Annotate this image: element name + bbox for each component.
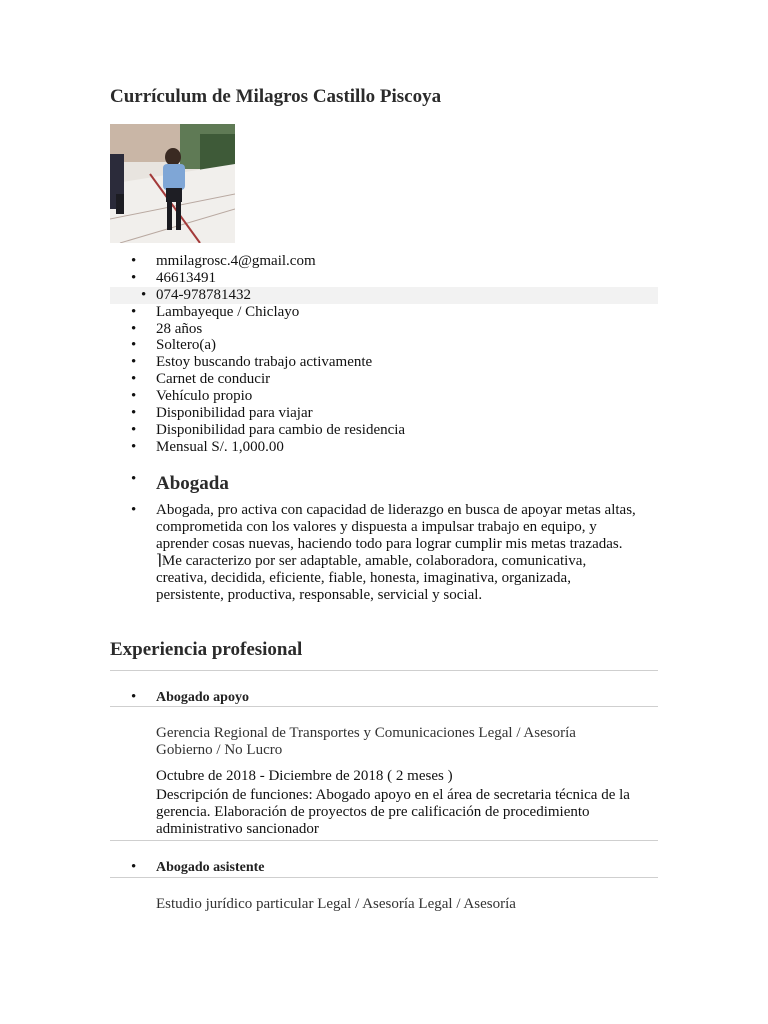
job-title: Abogado apoyo	[156, 690, 249, 705]
divider	[110, 840, 658, 841]
profile-photo	[110, 124, 235, 243]
job-company: Estudio jurídico particular Legal / Asesoría Legal / Asesoría	[156, 896, 516, 912]
list-item-job-search: • Estoy buscando trabajo activamente	[110, 354, 658, 371]
bullet-marker: •	[131, 471, 137, 487]
job-description: Descripción de funciones: Abogado apoyo en el área de secretaria técnica de la gerencia. Elaboración de proyectos de pre calificación de procedimiento administrativo sancionador	[156, 787, 630, 837]
contact-info-list	[110, 253, 658, 456]
list-item-salary: • Mensual S/. 1,000.00	[110, 439, 658, 456]
experience-heading: Experiencia profesional	[110, 639, 303, 660]
divider	[110, 877, 658, 878]
job-dates: Octubre de 2018 - Diciembre de 2018 ( 2 meses )	[156, 768, 453, 784]
list-item-email: • mmilagrosc.4@gmail.com	[110, 253, 658, 270]
list-item-age: • 28 años	[110, 321, 658, 338]
page-title: Currículum de Milagros Castillo Piscoya	[110, 86, 442, 107]
job-company: Gerencia Regional de Transportes y Comunicaciones Legal / Asesoría Gobierno / No Lucro	[156, 725, 576, 758]
list-item-vehicle: • Vehículo propio	[110, 388, 658, 405]
list-item-location: • Lambayeque / Chiclayo	[110, 304, 658, 321]
summary-section	[110, 502, 658, 604]
bullet-marker: •	[131, 502, 137, 518]
list-item-license: • Carnet de conducir	[110, 371, 658, 388]
list-item-travel: • Disponibilidad para viajar	[110, 405, 658, 422]
bullet-marker: •	[131, 689, 137, 705]
divider	[110, 670, 658, 671]
bullet-marker: •	[131, 859, 137, 875]
job-title: Abogado asistente	[156, 860, 265, 875]
list-item-mobile: • 074-978781432	[110, 287, 658, 304]
list-item-marital-status: • Soltero(a)	[110, 337, 658, 354]
list-item-phone: • 46613491	[110, 270, 658, 287]
list-item-relocation: • Disponibilidad para cambio de residencia	[110, 422, 658, 439]
summary-text: Abogada, pro activa con capacidad de liderazgo en busca de apoyar metas altas, comprometida con los valores y dispuesta a impulsar trabajo en equipo, y aprender cosas nuevas, haciendo todo para lograr cumplir mis metas trazadas. ⌉Me caracterizo por ser adaptable, amable, colaboradora, comunicativa, creativa, decidida, eficiente, fiable, honesta, imaginativa, organizada, persistente, productiva, responsable, servicial y social.	[156, 502, 636, 603]
summary-title: Abogada	[156, 473, 229, 494]
divider	[110, 706, 658, 707]
